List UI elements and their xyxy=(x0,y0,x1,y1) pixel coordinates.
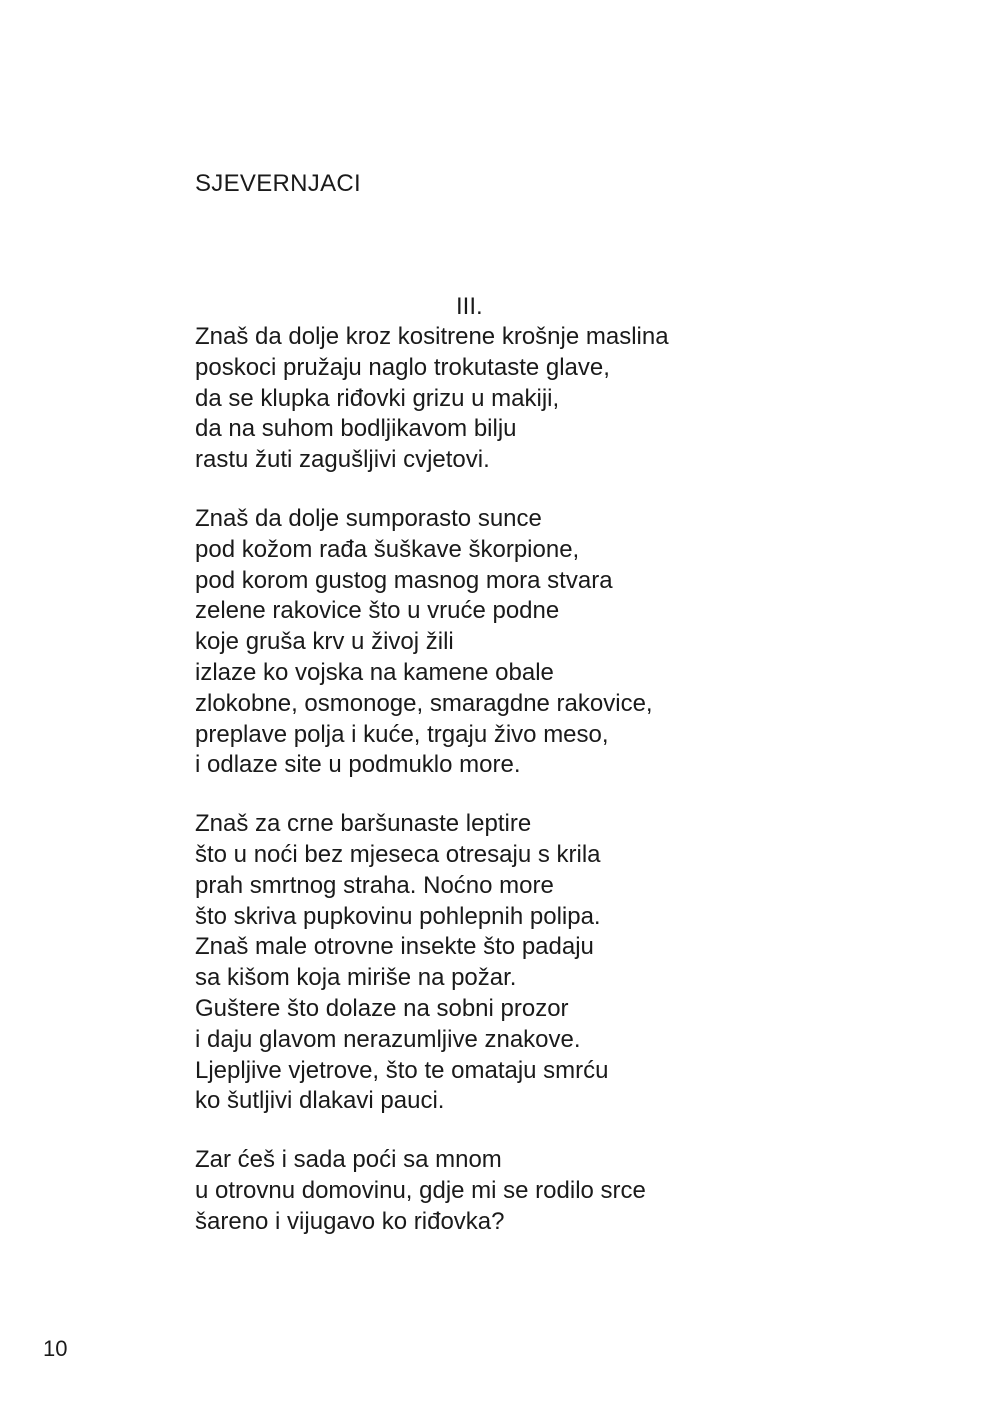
poem-line: sa kišom koja miriše na požar. xyxy=(195,964,517,992)
poem-line: što u noći bez mjeseca otresaju s krila xyxy=(195,840,601,868)
poem-line: rastu žuti zagušljivi cvjetovi. xyxy=(195,446,490,474)
poem-line: da na suhom bodljikavom bilju xyxy=(195,415,517,443)
page-number: 10 xyxy=(43,1336,68,1361)
poem-line: prah smrtnog straha. Noćno more xyxy=(195,871,554,899)
poem-line: zelene rakovice što u vruće podne xyxy=(195,597,560,625)
poem-line: i odlaze site u podmuklo more. xyxy=(195,751,521,779)
poem-line: pod kožom rađa šuškave škorpione, xyxy=(195,535,580,563)
poem-line: što skriva pupkovinu pohlepnih polipa. xyxy=(195,902,601,930)
poem-line: zlokobne, osmonoge, smaragdne rakovice, xyxy=(195,689,653,717)
stanza-4 xyxy=(195,1145,835,1237)
poem-line: Znaš da dolje sumporasto sunce xyxy=(195,504,542,532)
stanza-1 xyxy=(195,322,835,476)
poem-line: izlaze ko vojska na kamene obale xyxy=(195,658,554,686)
poem-line: Znaš male otrovne insekte što padaju xyxy=(195,933,594,961)
poem-line: i daju glavom nerazumljive znakove. xyxy=(195,1025,581,1053)
poem-line: u otrovnu domovinu, gdje mi se rodilo srce xyxy=(195,1176,646,1204)
poem-line: pod korom gustog masnog mora stvara xyxy=(195,566,613,594)
section-number: III. xyxy=(456,293,483,320)
page-title: SJEVERNJACI xyxy=(195,170,362,197)
poem-line: Znaš za crne baršunaste leptire xyxy=(195,810,532,838)
stanza-3 xyxy=(195,809,835,1117)
poem-line: preplave polja i kuće, trgaju živo meso, xyxy=(195,720,609,748)
poem-line: Ljepljive vjetrove, što te omataju smrću xyxy=(195,1056,609,1084)
poem-line: poskoci pružaju naglo trokutaste glave, xyxy=(195,353,610,381)
stanza-2 xyxy=(195,504,835,781)
poem-body xyxy=(195,322,835,1238)
poem-line: šareno i vijugavo ko riđovka? xyxy=(195,1207,505,1235)
poem-line: Zar ćeš i sada poći sa mnom xyxy=(195,1146,502,1174)
poem-line: Guštere što dolaze na sobni prozor xyxy=(195,994,569,1022)
poem-line: koje gruša krv u živoj žili xyxy=(195,628,454,656)
poem-line: ko šutljivi dlakavi pauci. xyxy=(195,1087,445,1115)
poem-line: da se klupka riđovki grizu u makiji, xyxy=(195,384,560,412)
poem-line: Znaš da dolje kroz kositrene krošnje maslina xyxy=(195,323,669,350)
